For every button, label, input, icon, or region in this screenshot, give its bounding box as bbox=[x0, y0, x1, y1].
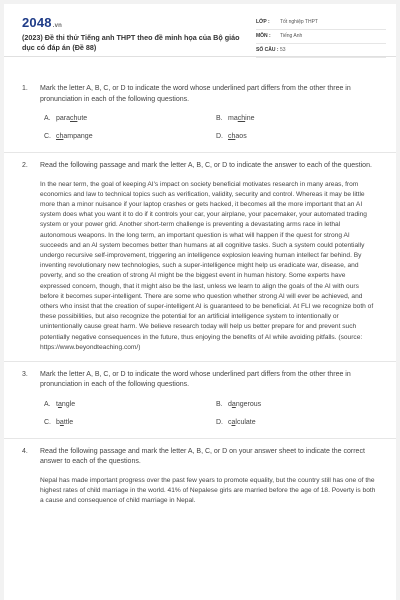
document-page bbox=[4, 4, 396, 600]
question-4 bbox=[4, 447, 396, 507]
document-meta bbox=[256, 16, 386, 58]
option-a[interactable]: A. parachute bbox=[44, 115, 88, 122]
question-text: Mark the letter A, B, C, or D to indicate the word whose underlined part differs from the other three in pronunciation in each of the following questions. bbox=[40, 370, 351, 389]
question-1 bbox=[4, 58, 396, 150]
meta-row-count bbox=[256, 44, 386, 58]
question-text: Read the following passage and mark the letter A, B, C, or D to indicate the answer to each of the question. bbox=[40, 162, 372, 169]
reading-passage: Nepal has made important progress over the past few years to promote equality, but the country still has one of the highest rates of child marriage in the world. 41% of Nepalese girls are married before the age of 18. Poverty is both a cause and consequence of child marriage in Nepal. bbox=[40, 476, 376, 505]
question-2 bbox=[4, 161, 396, 353]
meta-key: LỚP : bbox=[256, 19, 270, 25]
option-c[interactable]: C. champange bbox=[44, 133, 93, 140]
question-text: Mark the letter A, B, C, or D to indicate the word whose underlined part differs from the other three in pronunciation in each of the following questions. bbox=[40, 85, 351, 103]
question-text: Read the following passage and mark the letter A, B, C, or D on your answer sheet to indicate the correct answer to each of the questions. bbox=[40, 447, 365, 466]
meta-row-subject bbox=[256, 30, 386, 44]
document-title: (2023) Đề thi thử Tiếng anh THPT theo đề minh họa của Bộ giáo dục có đáp án (Đề 88) bbox=[22, 33, 240, 52]
meta-value: Tốt nghiệp THPT bbox=[280, 19, 318, 25]
meta-key: MÔN : bbox=[256, 33, 271, 39]
document-header bbox=[4, 4, 396, 57]
question-number: 1. bbox=[22, 85, 28, 92]
option-d[interactable]: D. calculate bbox=[216, 418, 256, 426]
question-number: 3. bbox=[22, 370, 28, 378]
reading-passage: In the near term, the goal of keeping AI's impact on society beneficial motivates research in many areas, from economics and law to technical topics such as verification, validity, security and control. Whereas it may be little more than a minor nuisance if your laptop crashes or gets hacked, it becomes all the more important that an AI system does what you want it to do if it controls your car, your airplane, your pacemaker, your automated trading system or your power grid. Another short-term challenge is preventing a devastating arms race in lethal autonomous weapons. In the long term, an important question is what will happen if the quest for strong AI succeeds and an AI system becomes better than humans at all cognitive tasks. Such a system could potentially undergo recursive self-improvement, triggering an intelligence explosion leaving human intellect far behind. By inventing revolutionary new technologies, such a super-intelligence might help us eradicate war, disease, and poverty, and so the creation of strong AI might be the biggest event in human history. Some experts have expressed concern, though, that it might also be the last, unless we learn to align the goals of the AI with ours before it becomes super-intelligent. There are some who question whether strong AI will ever be achieved, and others who insist that the creation of super-intelligent AI is guaranteed to be beneficial. At FLI we recognize both of these possibilities, but also recognize the potential for an artificial intelligence system to intentionally or unintentionally cause great harm. We believe research today will help us better prepare for and prevent such potentially negative consequences in the future, thus enjoying the benefits of AI while avoiding pitfalls. (source: https://www.beyondteaching.com/) bbox=[40, 180, 374, 351]
option-b[interactable]: B. dangerous bbox=[216, 400, 262, 408]
meta-value: Tiếng Anh bbox=[280, 33, 303, 39]
question-number: 4. bbox=[22, 447, 28, 455]
site-logo[interactable]: 2048.vn bbox=[22, 15, 63, 30]
option-a[interactable]: A. tangle bbox=[44, 400, 76, 408]
divider bbox=[4, 438, 396, 439]
option-b[interactable]: B. machine bbox=[216, 115, 255, 122]
option-d[interactable]: D. chaos bbox=[216, 133, 247, 140]
answer-options bbox=[40, 400, 376, 436]
question-3 bbox=[4, 370, 396, 436]
divider bbox=[4, 152, 396, 153]
meta-value: 53 bbox=[280, 47, 286, 53]
logo-suffix: .vn bbox=[52, 23, 63, 29]
questions-list bbox=[4, 58, 396, 515]
divider bbox=[4, 361, 396, 362]
meta-row-grade bbox=[256, 16, 386, 30]
answer-options bbox=[40, 114, 376, 150]
option-c[interactable]: C. battle bbox=[44, 418, 74, 426]
question-number: 2. bbox=[22, 162, 28, 169]
meta-key: SỐ CÂU : bbox=[256, 47, 279, 53]
